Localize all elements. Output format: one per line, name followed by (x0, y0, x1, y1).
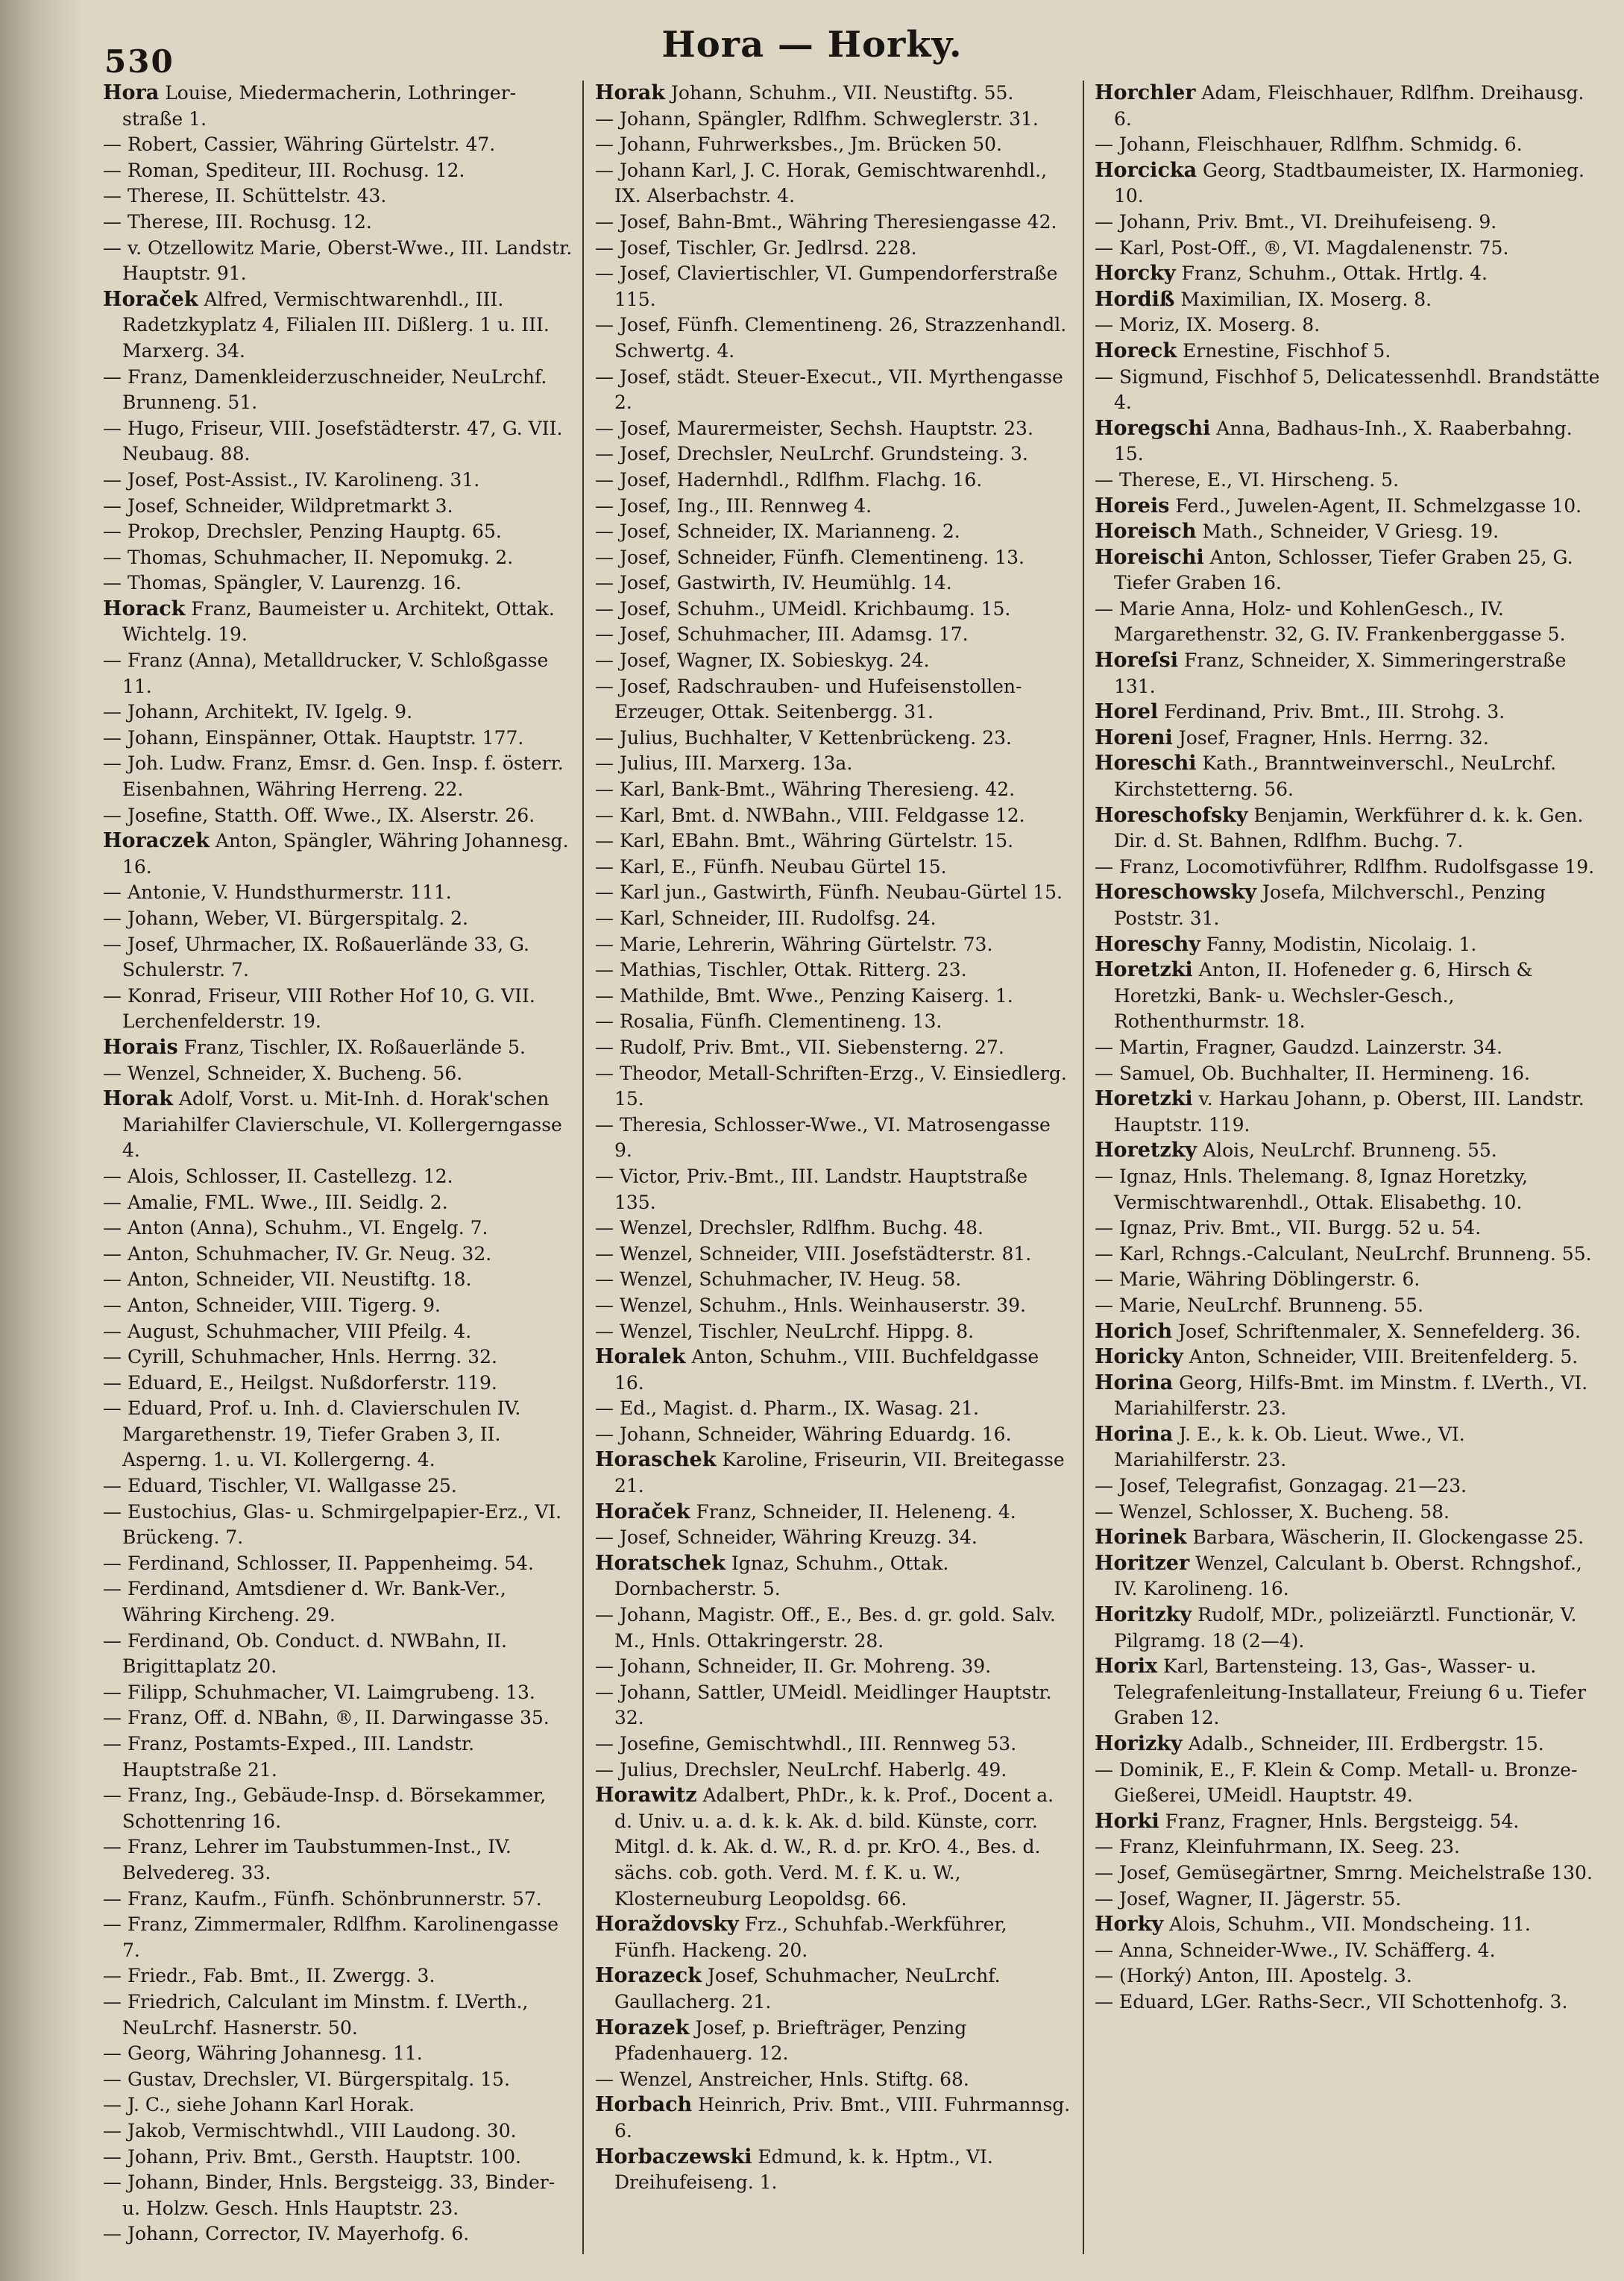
directory-entry: — Johann Karl, J. C. Horak, Gemischtwarenhdl., IX. Alserbachstr. 4. (595, 159, 1048, 207)
directory-entry: Horinek Barbara, Wäscherin, II. Glockengasse 25. (1095, 1526, 1584, 1549)
directory-entry: — Johann, Priv. Bmt., Gersth. Hauptstr. 100. (103, 2145, 521, 2168)
directory-entry: — Josef, Radschrauben- und Hufeisenstollen-Erzeuger, Ottak. Seitenbergg. 31. (595, 675, 1022, 723)
directory-entry: — Gustav, Drechsler, VI. Bürgerspitalg. 15. (103, 2068, 510, 2090)
directory-entry: — Victor, Priv.-Bmt., III. Landstr. Hauptstraße 135. (595, 1165, 1028, 1213)
directory-entry: — Amalie, FML. Wwe., III. Seidlg. 2. (103, 1191, 448, 1213)
directory-entry: — Anton, Schuhmacher, IV. Gr. Neug. 32. (103, 1242, 492, 1265)
surname-heading: Horina (1095, 1422, 1174, 1446)
directory-entry: Horaček Alfred, Vermischtwarenhdl., III. Radetzkyplatz 4, Filialen III. Dißlerg. 1 u. III. Marxerg. 34. (103, 287, 550, 362)
directory-entry: Horel Ferdinand, Priv. Bmt., III. Strohg. 3. (1095, 700, 1505, 724)
directory-entry: Horazeck Josef, Schuhmacher, NeuLrchf. Gaullacherg. 21. (595, 1964, 1001, 2013)
directory-entry: Horitzky Rudolf, MDr., polizeiärztl. Functionär, V. Pilgramg. 18 (2—4). (1095, 1603, 1577, 1652)
surname-heading: Horeschy (1095, 932, 1200, 956)
surname-heading: Horazek (595, 2016, 690, 2039)
directory-entry: Horeschowsky Josefa, Milchverschl., Penzing Poststr. 31. (1095, 881, 1546, 929)
directory-entry: — Karl, EBahn. Bmt., Währing Gürtelstr. 15. (595, 830, 1014, 852)
directory-entry: — Josef, Schneider, Fünfh. Clementineng. 13. (595, 546, 1025, 568)
directory-entry: — Karl, Schneider, III. Rudolfsg. 24. (595, 907, 937, 929)
directory-entry: — Karl, Bmt. d. NWBahn., VIII. Feldgasse 12. (595, 804, 1025, 826)
directory-entry: — Franz, Off. d. NBahn, ®, II. Darwingasse 35. (103, 1707, 550, 1729)
surname-heading: Horalek (595, 1345, 686, 1369)
directory-entry: — Theresia, Schlosser-Wwe., VI. Matrosengasse 9. (595, 1113, 1051, 1162)
directory-entry: — Friedr., Fab. Bmt., II. Zwergg. 3. (103, 1965, 435, 1987)
directory-entry: — Martin, Fragner, Gaudzd. Lainzerstr. 34. (1095, 1036, 1502, 1058)
directory-entry: — Eduard, LGer. Raths-Secr., VII Schottenhofg. 3. (1095, 1990, 1568, 2013)
directory-entry: Horack Franz, Baumeister u. Architekt, Ottak. Wichtelg. 19. (103, 597, 555, 646)
directory-entry: — Eduard, E., Heilgst. Nußdorferstr. 119. (103, 1371, 497, 1394)
surname-heading: Horazeck (595, 1964, 702, 1988)
directory-entry: — Wenzel, Schlosser, X. Bucheng. 58. (1095, 1500, 1450, 1523)
directory-entry: — Samuel, Ob. Buchhalter, II. Hermineng. 16. (1095, 1062, 1530, 1084)
directory-entry: — Antonie, V. Hundsthurmerstr. 111. (103, 881, 452, 904)
directory-entry: — Ferdinand, Ob. Conduct. d. NWBahn, II. Brigittaplatz 20. (103, 1629, 507, 1678)
surname-heading: Horcicka (1095, 158, 1197, 182)
directory-entry: Horcky Franz, Schuhm., Ottak. Hrtlg. 4. (1095, 262, 1488, 286)
surname-heading: Horawitz (595, 1784, 697, 1808)
directory-entry: — Anna, Schneider-Wwe., IV. Schäfferg. 4. (1095, 1939, 1496, 1961)
directory-entry: — Franz, Locomotivführer, Rdlfhm. Rudolfsgasse 19. (1095, 855, 1595, 878)
directory-entry: — Johann, Priv. Bmt., VI. Dreihufeiseng. 9. (1095, 210, 1497, 233)
surname-heading: Hordiß (1095, 287, 1175, 311)
directory-entry: — Roman, Spediteur, III. Rochusg. 12. (103, 159, 465, 181)
directory-entry: — Anton, Schneider, VIII. Tigerg. 9. (103, 1294, 441, 1316)
surname-heading: Horaček (103, 287, 198, 311)
directory-entry: Horak Adolf, Vorst. u. Mit-Inh. d. Horak'schen Mariahilfer Clavierschule, VI. Kollergerngasse 4. (103, 1087, 562, 1162)
directory-entry: — Ferdinand, Amtsdiener d. Wr. Bank-Ver., Währing Kircheng. 29. (103, 1578, 506, 1626)
directory-entry: — Johann, Corrector, IV. Mayerhofg. 6. (103, 2223, 470, 2245)
directory-entry: Horky Alois, Schuhm., VII. Mondscheing. 11. (1095, 1913, 1531, 1937)
column-1 (103, 81, 573, 2254)
surname-heading: Horegschi (1095, 416, 1211, 440)
directory-entry: — Therese, III. Rochusg. 12. (103, 210, 372, 233)
surname-heading: Horak (103, 1087, 173, 1111)
directory-entry: — Moriz, IX. Moserg. 8. (1095, 314, 1321, 336)
directory-entry: — Wenzel, Tischler, NeuLrchf. Hippg. 8. (595, 1320, 975, 1342)
directory-entry: — Johann, Magistr. Off., E., Bes. d. gr. gold. Salv. M., Hnls. Ottakringerstr. 28. (595, 1604, 1056, 1652)
directory-entry: — Eduard, Tischler, VI. Wallgasse 25. (103, 1475, 457, 1497)
directory-entry: Horegschi Anna, Badhaus-Inh., X. Raaberbahng. 15. (1095, 416, 1573, 465)
directory-entry: — Eustochius, Glas- u. Schmirgelpapier-Erz., VI. Brückeng. 7. (103, 1500, 562, 1549)
directory-entry: Horbaczewski Edmund, k. k. Hptm., VI. Dreihufeiseng. 1. (595, 2145, 993, 2194)
directory-entry: — Josef, Post-Assist., IV. Karolineng. 31. (103, 468, 480, 491)
directory-entry: — Ignaz, Priv. Bmt., VII. Burgg. 52 u. 54. (1095, 1217, 1482, 1239)
directory-entry: Horalek Anton, Schuhm., VIII. Buchfeldgasse 16. (595, 1345, 1039, 1394)
directory-entry: — Julius, III. Marxerg. 13a. (595, 752, 853, 775)
directory-entry: — Karl jun., Gastwirth, Fünfh. Neubau-Gürtel 15. (595, 881, 1063, 904)
surname-heading: Horatschek (595, 1551, 726, 1575)
directory-entry: — Karl, Post-Off., ®, VI. Magdalenenstr. 75. (1095, 236, 1509, 259)
surname-heading: Horizky (1095, 1732, 1183, 1755)
directory-entry: Horeschy Fanny, Modistin, Nicolaig. 1. (1095, 932, 1477, 956)
directory-entry: — v. Otzellowitz Marie, Oberst-Wwe., III. Landstr. Hauptstr. 91. (103, 236, 573, 285)
surname-heading: Horix (1095, 1655, 1158, 1678)
surname-heading: Horeni (1095, 726, 1173, 749)
directory-entry: — Josefine, Gemischtwhdl., III. Rennweg 53. (595, 1733, 1017, 1755)
directory-entry: — Friedrich, Calculant im Minstm. f. LVerth., NeuLrchf. Hasnerstr. 50. (103, 1990, 529, 2039)
directory-entry: — Sigmund, Fischhof 5, Delicatessenhdl. Brandstätte 4. (1095, 365, 1600, 414)
directory-entry: — Josef, Fünfh. Clementineng. 26, Strazzenhandl. Schwertg. 4. (595, 314, 1067, 362)
directory-entry: Horizky Adalb., Schneider, III. Erdbergstr. 15. (1095, 1732, 1544, 1755)
directory-entry: — Dominik, E., F. Klein & Comp. Metall- u. Bronze-Gießerei, UMeidl. Hauptstr. 49. (1095, 1758, 1578, 1807)
directory-entry: — Rudolf, Priv. Bmt., VII. Siebensterng. 27. (595, 1036, 1004, 1058)
directory-entry: — Franz, Zimmermaler, Rdlfhm. Karolinengasse 7. (103, 1913, 559, 1961)
directory-entry: Horeischi Anton, Schlosser, Tiefer Graben 25, G. Tiefer Graben 16. (1095, 545, 1573, 594)
surname-heading: Horbach (595, 2093, 693, 2117)
surname-heading: Horak (595, 81, 665, 104)
directory-entry: Horeis Ferd., Juwelen-Agent, II. Schmelzgasse 10. (1095, 494, 1582, 517)
directory-entry: — Robert, Cassier, Währing Gürtelstr. 47. (103, 133, 496, 156)
directory-entry: — Johann, Architekt, IV. Igelg. 9. (103, 701, 413, 723)
directory-entry: — Wenzel, Schneider, VIII. Josefstädterstr. 81. (595, 1242, 1032, 1265)
directory-entry: — Josef, Uhrmacher, IX. Roßauerlände 33, G. Schulerstr. 7. (103, 933, 529, 981)
directory-entry: — Johann, Fuhrwerksbes., Jm. Brücken 50. (595, 133, 1003, 156)
surname-heading: Horeischi (1095, 545, 1204, 569)
directory-entry: — Thomas, Schuhmacher, II. Nepomukg. 2. (103, 546, 514, 568)
surname-heading: Horeſsi (1095, 649, 1178, 673)
directory-entry: — Josef, Claviertischler, VI. Gumpendorferstraße 115. (595, 262, 1058, 310)
directory-entry: — Johann, Fleischhauer, Rdlfhm. Schmidg. 6. (1095, 133, 1523, 156)
directory-entry: Horais Franz, Tischler, IX. Roßauerlände 5. (103, 1035, 526, 1059)
surname-heading: Horcky (1095, 262, 1176, 286)
surname-heading: Horais (103, 1035, 178, 1059)
directory-entry: — Wenzel, Schneider, X. Bucheng. 56. (103, 1062, 463, 1084)
directory-entry: — Josef, Bahn-Bmt., Währing Theresiengasse 42. (595, 210, 1057, 233)
surname-heading: Horaschek (595, 1448, 717, 1472)
directory-entry: Horatschek Ignaz, Schuhm., Ottak. Dornbacherstr. 5. (595, 1551, 949, 1600)
surname-heading: Horack (103, 597, 186, 620)
surname-heading: Horki (1095, 1809, 1159, 1833)
directory-entry: Horeck Ernestine, Fischhof 5. (1095, 339, 1391, 362)
surname-heading: Horaczek (103, 829, 210, 853)
directory-entry: — Josef, Schuhm., UMeidl. Krichbaumg. 15. (595, 597, 1011, 620)
directory-entry: Hordiß Maximilian, IX. Moserg. 8. (1095, 287, 1432, 311)
directory-entry: Horich Josef, Schriftenmaler, X. Sennefelderg. 36. (1095, 1319, 1581, 1343)
column-2 (595, 81, 1072, 2254)
page-number: 530 (104, 43, 174, 80)
surname-heading: Horaždovsky (595, 1913, 739, 1937)
surname-heading: Horetzky (1095, 1139, 1197, 1162)
directory-entry: Horeni Josef, Fragner, Hnls. Herrng. 32. (1095, 726, 1489, 749)
directory-entry: — Wenzel, Drechsler, Rdlfhm. Buchg. 48. (595, 1217, 983, 1239)
directory-entry: — Josef, Schneider, IX. Marianneng. 2. (595, 520, 960, 543)
directory-entry: — Josef, Ing., III. Rennweg 4. (595, 494, 872, 517)
directory-entry: Horaczek Anton, Spängler, Währing Johannesg. 16. (103, 829, 569, 878)
directory-entry: — Franz, Kaufm., Fünfh. Schönbrunnerstr. 57. (103, 1887, 542, 1910)
directory-entry: — Thomas, Spängler, V. Laurenzg. 16. (103, 572, 462, 594)
directory-entry: — Karl, Bank-Bmt., Währing Theresieng. 42. (595, 778, 1016, 801)
directory-entry: Horeschofsky Benjamin, Werkführer d. k. k. Gen. Dir. d. St. Bahnen, Rdlfhm. Buchg. 7. (1095, 803, 1584, 852)
surname-heading: Horetzki (1095, 1087, 1193, 1111)
directory-entry: — Johann, Schneider, II. Gr. Mohreng. 39. (595, 1655, 992, 1678)
running-head: Hora — Horky. (661, 24, 963, 66)
directory-entry: — Johann, Sattler, UMeidl. Meidlinger Hauptstr. 32. (595, 1681, 1052, 1729)
surname-heading: Horaček (595, 1500, 690, 1523)
directory-entry: — Franz (Anna), Metalldrucker, V. Schloßgasse 11. (103, 649, 549, 697)
directory-entry: Horchler Adam, Fleischhauer, Rdlfhm. Dreihausg. 6. (1095, 81, 1584, 130)
directory-entry: — J. C., siehe Johann Karl Horak. (103, 2094, 415, 2116)
directory-entry: — Josefine, Statth. Off. Wwe., IX. Alserstr. 26. (103, 804, 535, 826)
directory-entry: — Josef, Telegrafist, Gonzagag. 21—23. (1095, 1475, 1467, 1497)
directory-entry: Horbach Heinrich, Priv. Bmt., VIII. Fuhrmannsg. 6. (595, 2093, 1071, 2142)
surname-heading: Horetzki (1095, 958, 1193, 982)
surname-heading: Horicky (1095, 1345, 1183, 1369)
directory-entry: — Prokop, Drechsler, Penzing Hauptg. 65. (103, 520, 502, 543)
directory-entry: — Karl, Rchngs.-Calculant, NeuLrchf. Brunneng. 55. (1095, 1242, 1592, 1265)
directory-columns (103, 81, 1605, 2254)
directory-entry: Horki Franz, Fragner, Hnls. Bergsteigg. 54. (1095, 1809, 1520, 1833)
directory-entry: — Eduard, Prof. u. Inh. d. Clavierschulen IV. Margarethenstr. 19, Tiefer Graben 3, II. Asperng. 1. u. VI. Kollergerng. 4. (103, 1397, 521, 1471)
directory-entry: — Franz, Postamts-Exped., III. Landstr. Hauptstraße 21. (103, 1733, 475, 1781)
directory-entry: Horina J. E., k. k. Ob. Lieut. Wwe., VI. Mariahilferstr. 23. (1095, 1422, 1465, 1471)
directory-entry: Horetzki v. Harkau Johann, p. Oberst, III. Landstr. Hauptstr. 119. (1095, 1087, 1584, 1136)
directory-entry: — Franz, Kleinfuhrmann, IX. Seeg. 23. (1095, 1836, 1460, 1858)
directory-entry: — Franz, Damenkleiderzuschneider, NeuLrchf. Brunneng. 51. (103, 365, 547, 414)
directory-entry: Horawitz Adalbert, PhDr., k. k. Prof., Docent a. d. Univ. u. a. d. k. k. Ak. d. bild. Künste, corr. Mitgl. d. k. Ak. d. W., R. d. pr. KrO. 4., Bes. d. sächs. cob. goth. Verd. M. f. K. u. W., Klosterneuburg Leopoldsg. 66. (595, 1784, 1054, 1910)
directory-entry: Horitzer Wenzel, Calculant b. Oberst. Rchngshof., IV. Karolineng. 16. (1095, 1551, 1582, 1600)
directory-entry: — Ed., Magist. d. Pharm., IX. Wasag. 21. (595, 1397, 979, 1420)
surname-heading: Horina (1095, 1371, 1174, 1394)
directory-entry: — Josef, Gemüsegärtner, Smrng. Meichelstraße 130. (1095, 1861, 1593, 1884)
surname-heading: Horeck (1095, 339, 1177, 362)
directory-entry: — Josef, Tischler, Gr. Jedlrsd. 228. (595, 236, 917, 259)
directory-entry: — Cyrill, Schuhmacher, Hnls. Herrng. 32. (103, 1346, 497, 1368)
directory-entry: — Johann, Einspänner, Ottak. Hauptstr. 177. (103, 726, 524, 749)
directory-entry: — Josef, Maurermeister, Sechsh. Hauptstr. 23. (595, 417, 1033, 439)
directory-entry: — Julius, Buchhalter, V Kettenbrückeng. 23. (595, 726, 1012, 749)
surname-heading: Horchler (1095, 81, 1196, 104)
directory-entry: — Mathilde, Bmt. Wwe., Penzing Kaiserg. 1. (595, 984, 1013, 1007)
directory-entry: — Joh. Ludw. Franz, Emsr. d. Gen. Insp. f. österr. Eisenbahnen, Währing Herreng. 22. (103, 752, 564, 801)
surname-heading: Horeis (1095, 494, 1170, 517)
directory-entry: Horaždovsky Frz., Schuhfab.-Werkführer, Fünfh. Hackeng. 20. (595, 1913, 1007, 1961)
directory-entry: — Johann, Spängler, Rdlfhm. Schweglerstr. 31. (595, 107, 1039, 130)
directory-entry: — Ferdinand, Schlosser, II. Pappenheimg. 54. (103, 1552, 534, 1574)
directory-entry: — Josef, Wagner, IX. Sobieskyg. 24. (595, 649, 930, 672)
surname-heading: Horinek (1095, 1526, 1187, 1549)
directory-entry: — Alois, Schlosser, II. Castellezg. 12. (103, 1165, 453, 1187)
directory-entry: — Georg, Währing Johannesg. 11. (103, 2042, 423, 2065)
surname-heading: Horeschofsky (1095, 803, 1248, 827)
directory-entry: — Rosalia, Fünfh. Clementineng. 13. (595, 1010, 942, 1033)
directory-entry: — Josef, Schuhmacher, III. Adamsg. 17. (595, 623, 969, 646)
column-3 (1095, 81, 1602, 2254)
directory-entry: Horazek Josef, p. Briefträger, Penzing Pfadenhauerg. 12. (595, 2016, 967, 2065)
directory-entry: Horak Johann, Schuhm., VII. Neustiftg. 55. (595, 81, 1014, 104)
directory-entry: — Karl, E., Fünfh. Neubau Gürtel 15. (595, 855, 947, 878)
directory-entry: Horetzky Alois, NeuLrchf. Brunneng. 55. (1095, 1139, 1497, 1162)
directory-entry: — Filipp, Schuhmacher, VI. Laimgrubeng. 13. (103, 1681, 535, 1703)
directory-entry: Horaček Franz, Schneider, II. Heleneng. 4. (595, 1500, 1016, 1523)
directory-entry: — Johann, Weber, VI. Bürgerspitalg. 2. (103, 907, 468, 929)
surname-heading: Horeisch (1095, 520, 1197, 544)
directory-entry: — Josef, Hadernhdl., Rdlfhm. Flachg. 16. (595, 468, 983, 491)
directory-entry: — Josef, Wagner, II. Jägerstr. 55. (1095, 1887, 1402, 1910)
directory-entry: — August, Schuhmacher, VIII Pfeilg. 4. (103, 1320, 472, 1342)
surname-heading: Horitzer (1095, 1551, 1190, 1575)
directory-entry: Horeſsi Franz, Schneider, X. Simmeringerstraße 131. (1095, 649, 1567, 697)
directory-entry: — Josef, Gastwirth, IV. Heumühlg. 14. (595, 572, 952, 594)
directory-entry: — Marie, Währing Döblingerstr. 6. (1095, 1268, 1420, 1291)
directory-entry: — Hugo, Friseur, VIII. Josefstädterstr. 47, G. VII. Neubaug. 88. (103, 417, 563, 465)
directory-entry: — Marie, Lehrerin, Währing Gürtelstr. 73. (595, 933, 993, 955)
surname-heading: Horeschowsky (1095, 881, 1257, 904)
directory-entry: Horeisch Math., Schneider, V Griesg. 19. (1095, 520, 1499, 544)
directory-entry: — Wenzel, Schuhmacher, IV. Heug. 58. (595, 1268, 962, 1291)
directory-entry: — Josef, Schneider, Wildpretmarkt 3. (103, 494, 453, 517)
directory-entry: — Franz, Lehrer im Taubstummen-Inst., IV. Belvedereg. 33. (103, 1836, 512, 1884)
surname-heading: Horbaczewski (595, 2145, 752, 2168)
directory-entry: Horix Karl, Bartensteing. 13, Gas-, Wasser- u. Telegrafenleitung-Installateur, Freiung 6 u. Tiefer Graben 12. (1095, 1655, 1587, 1729)
page-gutter-shadow (0, 0, 82, 2281)
directory-entry: Horetzki Anton, II. Hofeneder g. 6, Hirsch & Horetzki, Bank- u. Wechsler-Gesch., Rothenthurmstr. 18. (1095, 958, 1533, 1033)
directory-entry: — Josef, Drechsler, NeuLrchf. Grundsteing. 3. (595, 443, 1028, 465)
directory-entry: — Johann, Schneider, Währing Eduardg. 16. (595, 1423, 1012, 1445)
directory-entry: — Anton (Anna), Schuhm., VI. Engelg. 7. (103, 1217, 488, 1239)
directory-entry: — Franz, Ing., Gebäude-Insp. d. Börsekammer, Schottenring 16. (103, 1784, 547, 1832)
directory-entry: Horina Georg, Hilfs-Bmt. im Minstm. f. LVerth., VI. Mariahilferstr. 23. (1095, 1371, 1588, 1420)
directory-entry: — Jakob, Vermischtwhdl., VIII Laudong. 30. (103, 2119, 517, 2142)
directory-entry: — Wenzel, Anstreicher, Hnls. Stiftg. 68. (595, 2068, 969, 2090)
directory-entry: — Marie, NeuLrchf. Brunneng. 55. (1095, 1294, 1423, 1316)
directory-entry: Horcicka Georg, Stadtbaumeister, IX. Harmonieg. 10. (1095, 158, 1584, 207)
directory-entry: — Konrad, Friseur, VIII Rother Hof 10, G. VII. Lerchenfelderstr. 19. (103, 984, 535, 1033)
directory-entry: — Ignaz, Hnls. Thelemang. 8, Ignaz Horetzky, Vermischtwarenhdl., Ottak. Elisabethg. 10. (1095, 1165, 1529, 1213)
directory-entry: — (Horký) Anton, III. Apostelg. 3. (1095, 1965, 1412, 1987)
directory-entry: — Wenzel, Schuhm., Hnls. Weinhauserstr. 39. (595, 1294, 1026, 1316)
surname-heading: Hora (103, 81, 160, 104)
directory-entry: — Theodor, Metall-Schriften-Erzg., V. Einsiedlerg. 15. (595, 1062, 1067, 1110)
directory-entry: — Josef, städt. Steuer-Execut., VII. Myrthengasse 2. (595, 365, 1063, 414)
directory-entry: Hora Louise, Miedermacherin, Lothringer-straße 1. (103, 81, 517, 130)
surname-heading: Horitzky (1095, 1603, 1192, 1627)
surname-heading: Horel (1095, 700, 1159, 724)
directory-entry: — Therese, II. Schüttelstr. 43. (103, 185, 387, 207)
directory-entry: Horeschi Kath., Branntweinverschl., NeuLrchf. Kirchstetterng. 56. (1095, 752, 1557, 801)
directory-entry: Horaschek Karoline, Friseurin, VII. Breitegasse 21. (595, 1448, 1065, 1497)
surname-heading: Horeschi (1095, 752, 1197, 775)
directory-entry: Horicky Anton, Schneider, VIII. Breitenfelderg. 5. (1095, 1345, 1579, 1369)
directory-entry: — Julius, Drechsler, NeuLrchf. Haberlg. 49. (595, 1758, 1007, 1781)
directory-entry: — Johann, Binder, Hnls. Bergsteigg. 33, Binder- u. Holzw. Gesch. Hnls Hauptstr. 23. (103, 2171, 556, 2219)
directory-entry: — Marie Anna, Holz- und KohlenGesch., IV. Margarethenstr. 32, G. IV. Frankenberggasse 5. (1095, 597, 1566, 646)
surname-heading: Horky (1095, 1913, 1164, 1937)
directory-entry: — Anton, Schneider, VII. Neustiftg. 18. (103, 1268, 472, 1291)
directory-entry: — Josef, Schneider, Währing Kreuzg. 34. (595, 1526, 978, 1549)
directory-entry: — Mathias, Tischler, Ottak. Ritterg. 23. (595, 959, 967, 981)
directory-entry: — Therese, E., VI. Hirscheng. 5. (1095, 468, 1400, 491)
surname-heading: Horich (1095, 1319, 1173, 1343)
